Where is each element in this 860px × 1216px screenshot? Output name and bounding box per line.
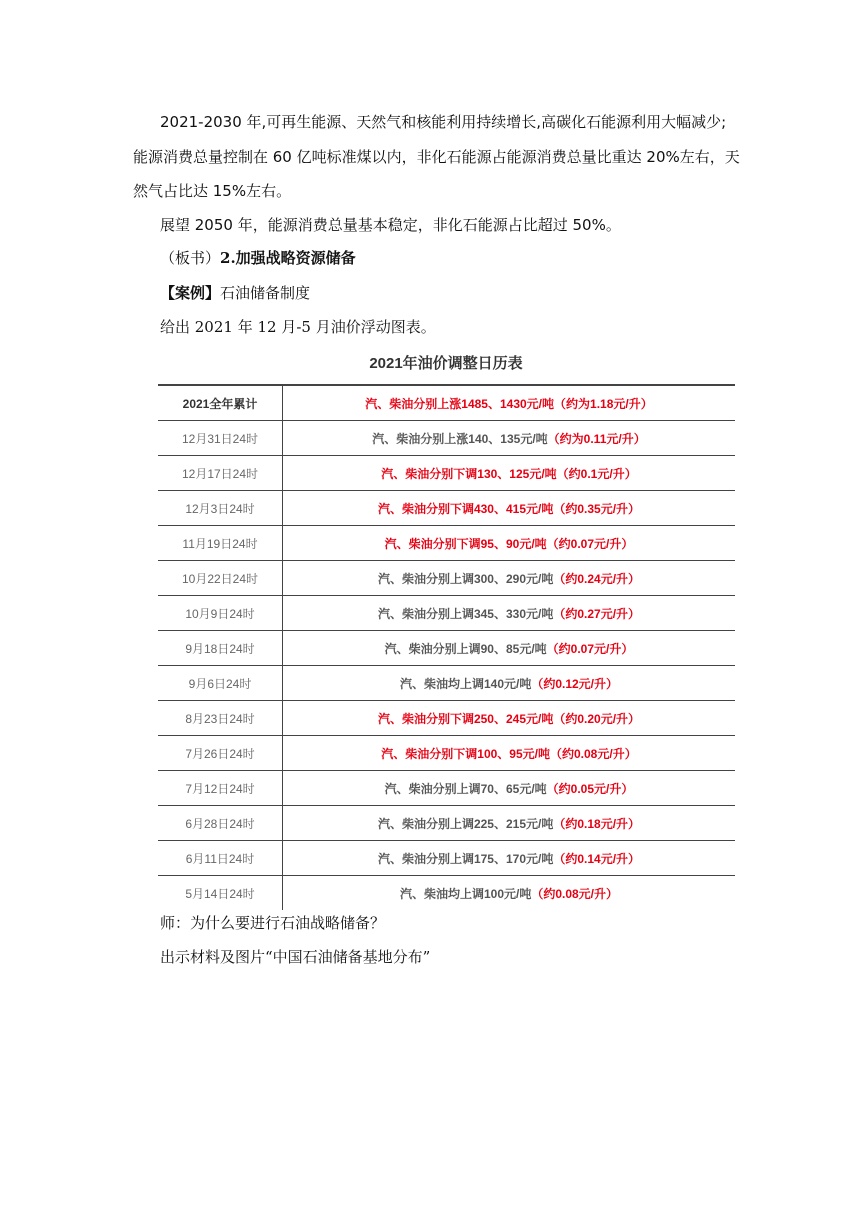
row-date: 6月28日24时: [158, 806, 283, 841]
row-date: 12月31日24时: [158, 421, 283, 456]
per-liter-note: （约0.14元/升）: [553, 851, 641, 866]
row-adjustment: [283, 771, 736, 806]
adjustment-text: 汽、柴油分别下调100、95元/吨: [381, 746, 550, 761]
paragraph-2030-line1: 2021-2030 年,可再生能源、天然气和核能利用持续增长,高碳化石能源利用大幅减少;: [160, 113, 727, 131]
per-liter-note: （约0.20元/升）: [553, 711, 641, 726]
per-liter-note: （约0.18元/升）: [553, 816, 641, 831]
per-liter-note: （约0.07元/升）: [546, 536, 634, 551]
row-adjustment: [283, 456, 736, 491]
row-adjustment: [283, 491, 736, 526]
adjustment-text: 汽、柴油分别上涨140、135元/吨: [372, 431, 548, 446]
table-title: 2021年油价调整日历表: [369, 355, 523, 372]
row-date: 10月22日24时: [158, 561, 283, 596]
table-row: [158, 876, 735, 911]
oil-price-table: [158, 384, 735, 910]
adjustment-text: 汽、柴油分别下调250、245元/吨: [377, 711, 554, 726]
per-liter-note: （约0.27元/升）: [553, 606, 641, 621]
table-row: [158, 806, 735, 841]
row-date: 7月12日24时: [158, 771, 283, 806]
row-date: 11月19日24时: [158, 526, 283, 561]
row-adjustment: [283, 701, 736, 736]
adjustment-text: 汽、柴油分别上调175、170元/吨: [377, 851, 554, 866]
material-line: 出示材料及图片“中国石油储备基地分布”: [160, 948, 431, 966]
table-row: [158, 421, 735, 456]
row-adjustment: [283, 666, 736, 701]
table-row: [158, 491, 735, 526]
adjustment-text: 汽、柴油均上调100元/吨: [399, 886, 532, 901]
row-date: 5月14日24时: [158, 876, 283, 911]
adjustment-text: 汽、柴油分别上调225、215元/吨: [377, 816, 554, 831]
per-liter-note: （约0.24元/升）: [553, 571, 641, 586]
row-adjustment: [283, 421, 736, 456]
row-adjustment: [283, 385, 736, 421]
row-adjustment: [283, 631, 736, 666]
case-bracket: 【案例】: [160, 284, 221, 302]
per-liter-note: （约0.08元/升）: [550, 746, 637, 761]
board-prefix: （板书）: [160, 249, 221, 267]
per-liter-note: （约0.35元/升）: [553, 501, 641, 516]
table-row: [158, 771, 735, 806]
row-date: 9月6日24时: [158, 666, 283, 701]
row-adjustment: [283, 526, 736, 561]
per-liter-note: （约0.05元/升）: [546, 781, 634, 796]
row-adjustment: [283, 841, 736, 876]
adjustment-text: 汽、柴油分别下调95、90元/吨: [384, 536, 547, 551]
per-liter-note: （约0.07元/升）: [546, 641, 634, 656]
adjustment-text: 汽、柴油分别下调130、125元/吨: [381, 466, 557, 481]
table-row: [158, 666, 735, 701]
adjustment-text: 汽、柴油分别上调90、85元/吨: [384, 641, 547, 656]
row-date: 12月3日24时: [158, 491, 283, 526]
row-adjustment: [283, 736, 736, 771]
adjustment-text: 汽、柴油分别下调430、415元/吨: [377, 501, 554, 516]
table-row: [158, 701, 735, 736]
table-row: [158, 561, 735, 596]
row-date: 6月11日24时: [158, 841, 283, 876]
paragraph-2030-line3: 然气占比达 15%左右。: [133, 182, 292, 200]
row-date: 8月23日24时: [158, 701, 283, 736]
table-row: [158, 526, 735, 561]
row-adjustment: [283, 806, 736, 841]
chart-intro: 给出 2021 年 12 月-5 月油价浮动图表。: [160, 318, 436, 336]
row-date: 9月18日24时: [158, 631, 283, 666]
table-row: [158, 841, 735, 876]
board-title: 2.加强战略资源储备: [220, 249, 356, 267]
adjustment-text: 汽、柴油分别上涨1485、1430元/吨: [365, 396, 555, 411]
row-date: 7月26日24时: [158, 736, 283, 771]
row-date: 12月17日24时: [158, 456, 283, 491]
table-row: [158, 456, 735, 491]
table-row: [158, 596, 735, 631]
row-adjustment: [283, 561, 736, 596]
per-liter-note: （约0.1元/升）: [556, 466, 637, 481]
table-row: [158, 385, 735, 421]
paragraph-2050: 展望 2050 年，能源消费总量基本稳定，非化石能源占比超过 50%。: [160, 216, 621, 234]
case-text: 石油储备制度: [220, 284, 311, 302]
per-liter-note: （约为1.18元/升）: [554, 396, 653, 411]
board-heading: [160, 248, 356, 268]
table-row: [158, 631, 735, 666]
row-date: 2021全年累计: [158, 385, 283, 421]
adjustment-text: 汽、柴油分别上调345、330元/吨: [377, 606, 554, 621]
per-liter-note: （约0.12元/升）: [531, 676, 619, 691]
teacher-question: 师：为什么要进行石油战略储备？: [160, 914, 386, 932]
row-adjustment: [283, 876, 736, 911]
table-row: [158, 736, 735, 771]
case-heading: [160, 283, 310, 303]
row-date: 10月9日24时: [158, 596, 283, 631]
adjustment-text: 汽、柴油分别上调300、290元/吨: [377, 571, 554, 586]
per-liter-note: （约为0.11元/升）: [547, 431, 646, 446]
adjustment-text: 汽、柴油均上调140元/吨: [399, 676, 532, 691]
row-adjustment: [283, 596, 736, 631]
paragraph-2030-line2: 能源消费总量控制在 60 亿吨标准煤以内，非化石能源占能源消费总量比重达 20%左右，天: [133, 148, 740, 166]
per-liter-note: （约0.08元/升）: [531, 886, 619, 901]
adjustment-text: 汽、柴油分别上调70、65元/吨: [384, 781, 547, 796]
